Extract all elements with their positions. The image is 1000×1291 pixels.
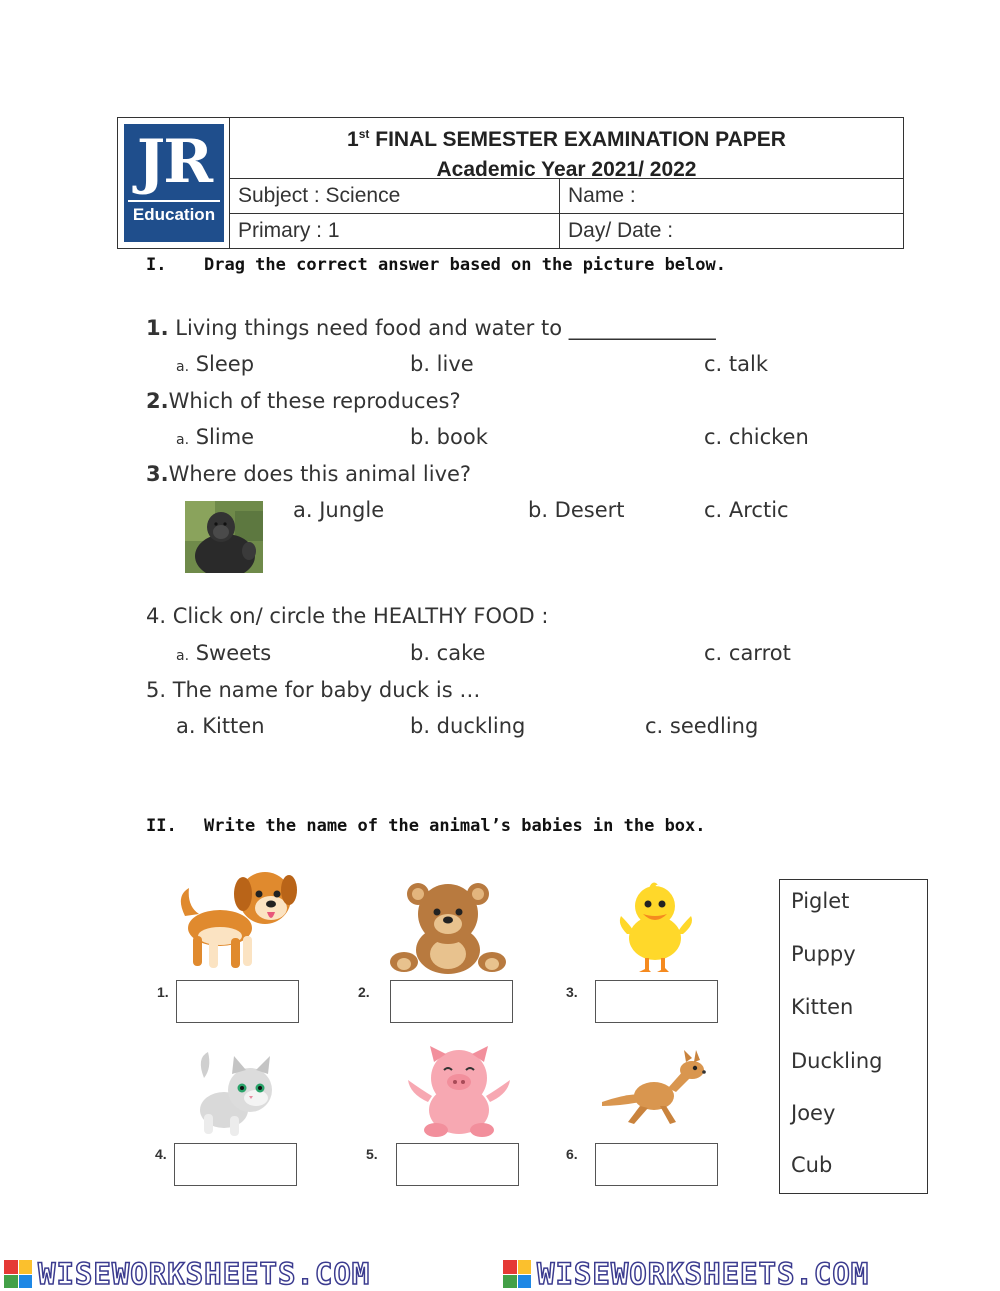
answer-box-4[interactable] bbox=[174, 1143, 297, 1186]
logo-main-text: JR bbox=[136, 127, 212, 197]
subject-field: Subject : Science bbox=[230, 179, 560, 214]
section-1-heading bbox=[146, 255, 726, 275]
title-line-1 bbox=[230, 119, 903, 155]
watermark-text-2: WISEWORKSHEETS.COM bbox=[537, 1257, 870, 1291]
word-bank-item-kitten[interactable]: Kitten bbox=[791, 995, 854, 1019]
question-5-text: The name for baby duck is … bbox=[166, 678, 481, 702]
box-label-4: 4. bbox=[155, 1146, 167, 1162]
exam-header bbox=[117, 117, 904, 249]
q4-option-a-text: Sweets bbox=[189, 641, 272, 665]
question-1-text: Living things need food and water to ______________ bbox=[168, 316, 716, 340]
watermark-logo-icon bbox=[4, 1260, 32, 1288]
section-2-heading bbox=[146, 816, 706, 836]
primary-field: Primary : 1 bbox=[230, 214, 560, 248]
title-line-2: Academic Year 2021/ 2022 bbox=[436, 158, 697, 181]
q5-option-b[interactable]: b. duckling bbox=[410, 714, 526, 738]
q3-option-b[interactable]: b. Desert bbox=[528, 498, 625, 522]
q1-option-a-text: Sleep bbox=[189, 352, 255, 376]
exam-title bbox=[230, 118, 903, 179]
q2-option-a-text: Slime bbox=[189, 425, 255, 449]
question-5-number: 5. bbox=[146, 678, 167, 702]
q1-option-a-letter: a. bbox=[176, 359, 190, 375]
q2-option-a[interactable] bbox=[176, 425, 254, 449]
q3-option-c[interactable]: c. Arctic bbox=[704, 498, 789, 522]
q4-option-b[interactable]: b. cake bbox=[410, 641, 486, 665]
question-3 bbox=[146, 462, 471, 486]
q1-option-c[interactable]: c. talk bbox=[704, 352, 768, 376]
question-2-number: 2. bbox=[146, 389, 169, 413]
q4-option-a[interactable] bbox=[176, 641, 271, 665]
question-1-number: 1. bbox=[146, 316, 169, 340]
section-1-number: I. bbox=[146, 255, 167, 275]
q2-option-b[interactable]: b. book bbox=[410, 425, 488, 449]
watermark-text-1: WISEWORKSHEETS.COM bbox=[38, 1257, 371, 1291]
word-bank-item-puppy[interactable]: Puppy bbox=[791, 942, 856, 966]
title-ordinal: 1 bbox=[347, 128, 359, 151]
title-sup: st bbox=[358, 127, 370, 141]
question-4 bbox=[146, 604, 548, 628]
section-1-instruction: Drag the correct answer based on the picture below. bbox=[204, 255, 726, 275]
answer-box-6[interactable] bbox=[595, 1143, 718, 1186]
q2-option-a-letter: a. bbox=[176, 432, 190, 448]
box-label-3: 3. bbox=[566, 984, 578, 1000]
q4-option-a-letter: a. bbox=[176, 648, 190, 664]
kitten-image bbox=[190, 1048, 282, 1140]
word-bank-item-cub[interactable]: Cub bbox=[791, 1153, 833, 1177]
word-bank-item-duckling[interactable]: Duckling bbox=[791, 1049, 883, 1073]
question-3-text: Where does this animal live? bbox=[168, 462, 472, 486]
q1-option-a[interactable] bbox=[176, 352, 254, 376]
duckling-image bbox=[613, 876, 698, 978]
bear-cub-image bbox=[388, 878, 513, 978]
question-2-text: Which of these reproduces? bbox=[168, 389, 461, 413]
watermark-1 bbox=[4, 1257, 370, 1291]
box-label-2: 2. bbox=[358, 984, 370, 1000]
answer-box-2[interactable] bbox=[390, 980, 513, 1023]
gorilla-image bbox=[185, 501, 263, 573]
q2-option-c[interactable]: c. chicken bbox=[704, 425, 809, 449]
question-1 bbox=[146, 316, 716, 340]
puppy-image bbox=[175, 866, 305, 976]
watermark-footer bbox=[0, 1257, 1000, 1291]
word-bank-item-piglet[interactable]: Piglet bbox=[791, 889, 850, 913]
q3-option-a[interactable]: a. Jungle bbox=[293, 498, 385, 522]
question-4-text: Click on/ circle the HEALTHY FOOD : bbox=[166, 604, 549, 628]
joey-kangaroo-image bbox=[600, 1050, 712, 1128]
jr-education-logo bbox=[124, 124, 224, 242]
logo-cell bbox=[118, 118, 230, 248]
date-field[interactable]: Day/ Date : bbox=[568, 219, 674, 242]
word-bank bbox=[779, 879, 928, 1194]
question-5 bbox=[146, 678, 480, 702]
box-label-6: 6. bbox=[566, 1146, 578, 1162]
answer-box-3[interactable] bbox=[595, 980, 718, 1023]
watermark-logo-icon bbox=[503, 1260, 531, 1288]
question-2 bbox=[146, 389, 461, 413]
q5-option-c[interactable]: c. seedling bbox=[645, 714, 759, 738]
name-field[interactable]: Name : bbox=[560, 179, 903, 214]
logo-sub-text: Education bbox=[128, 200, 220, 224]
q5-option-a[interactable]: a. Kitten bbox=[176, 714, 265, 738]
piglet-image bbox=[400, 1044, 518, 1138]
question-4-number: 4. bbox=[146, 604, 167, 628]
q1-option-b[interactable]: b. live bbox=[410, 352, 474, 376]
watermark-2 bbox=[503, 1257, 869, 1291]
answer-box-1[interactable] bbox=[176, 980, 299, 1023]
answer-box-5[interactable] bbox=[396, 1143, 519, 1186]
q4-option-c[interactable]: c. carrot bbox=[704, 641, 791, 665]
word-bank-item-joey[interactable]: Joey bbox=[791, 1101, 836, 1125]
box-label-1: 1. bbox=[157, 984, 169, 1000]
question-3-number: 3. bbox=[146, 462, 169, 486]
section-2-number: II. bbox=[146, 816, 177, 836]
title-text: FINAL SEMESTER EXAMINATION PAPER bbox=[369, 128, 786, 151]
box-label-5: 5. bbox=[366, 1146, 378, 1162]
section-2-instruction: Write the name of the animal’s babies in the box. bbox=[204, 816, 706, 836]
